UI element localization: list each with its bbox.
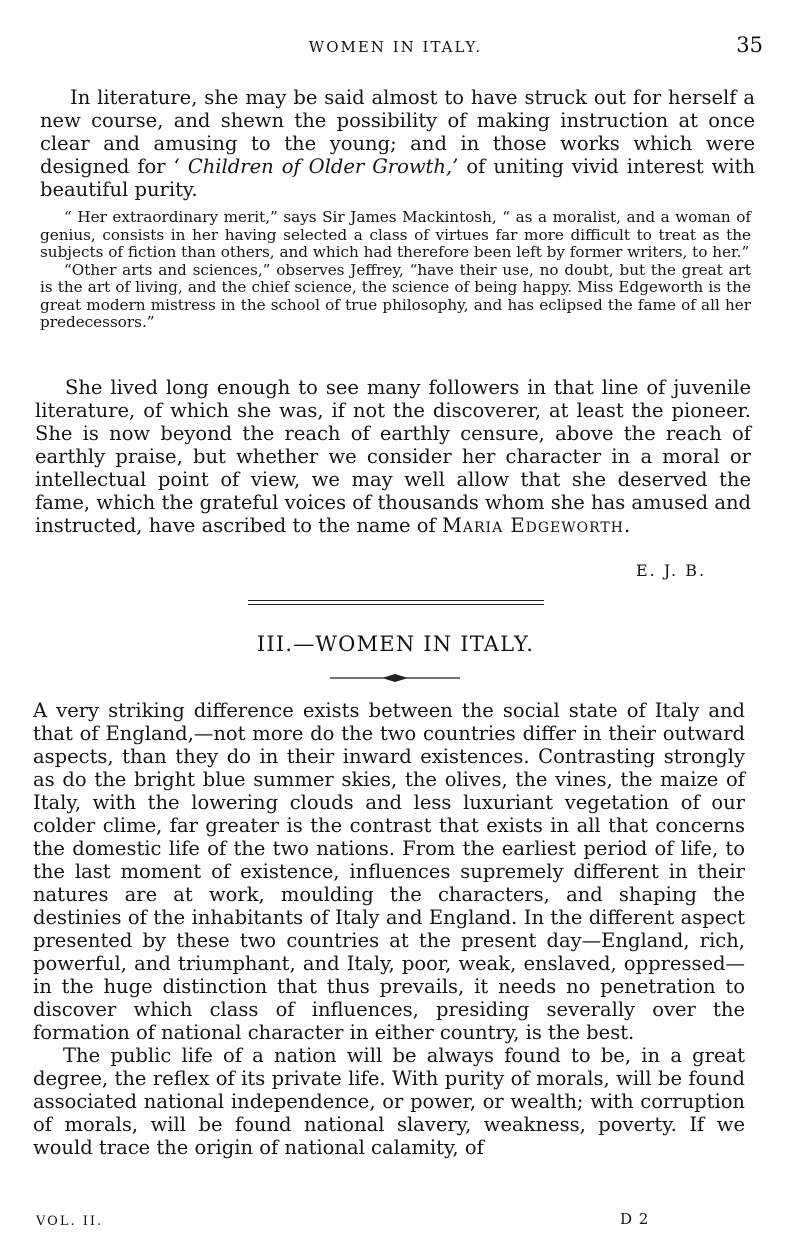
section-heading: III.—WOMEN IN ITALY. xyxy=(256,632,535,656)
paragraph-text: A very striking difference exists between the social state of Italy and that of England,—not more do the two countries differ in their outward aspects, than they do in their inward existences. Contrasting strongly as do the bright blue summer skies, the olives, the vines, the maize of Italy, with the lowering clouds and less luxuriant vegetation of our colder clime, far greater is the contrast that exists in all that concerns the domestic life of the two nations. From the earliest period of life, to the last moment of existence, influences supremely different in their natures are at work, moulding the characters, and shaping the destinies of the inhabitants of Italy and England. In the different aspect presented by these two countries at the present day—England, rich, powerful, and triumphant, and Italy, poor, weak, enslaved, oppressed—in the huge distinction that thus prevails, it needs no penetration to discover which class of influences, presiding severally over the formation of national character in either country, is the best. xyxy=(33,699,745,1044)
italic-title: ‘ Children of Older Growth,’ xyxy=(173,155,459,178)
paragraph-followers xyxy=(35,376,751,537)
paragraph-contrast xyxy=(33,699,745,1159)
author-signature: E. J. B. xyxy=(636,561,707,580)
author-name: Maria Edgeworth. xyxy=(441,514,632,537)
paragraph-text: In literature, she may be said almost to have struck out for herself a new course, and shewn the possibility of making instruction at once clear and amusing to the young; and in those works which were designed for xyxy=(40,86,755,178)
quote-mackintosh: “ Her extraordinary merit,” says Sir James Mackintosh, “ as a moralist, and a woman of genius, consists in her having selected a class of virtues far more difficult to treat as the subjects of fiction than others, and which had therefore been left by former writers, to her.” xyxy=(40,208,751,261)
paragraph-literature xyxy=(40,86,755,201)
signature-mark: D 2 xyxy=(620,1210,650,1228)
running-title: WOMEN IN ITALY. xyxy=(308,38,483,56)
paragraph-text: of uniting vivid interest with beautiful purity. xyxy=(40,155,755,201)
divider-rule xyxy=(248,604,544,605)
page-number: 35 xyxy=(736,33,763,57)
paragraph-text: The public life of a nation will be always found to be, in a great degree, the reflex of its private life. With purity of morals, will be found associated national independence, or power, or wealth; with corruption of morals, will be found national slavery, weakness, poverty. If we would trace the origin of national calamity, of xyxy=(33,1044,745,1159)
paragraph-text: She lived long enough to see many followers in that line of juvenile literature, of which she was, if not the discoverer, at least the pioneer. She is now beyond the reach of earthly censure, above the reach of earthly praise, but whether we consider her character in a moral or intellectual point of view, we may well allow that she deserved the fame, which the grateful voices of thousands whom she has amused and instructed, have ascribed to the name of xyxy=(35,376,751,537)
volume-mark: VOL. II. xyxy=(36,1214,104,1229)
quotation-block xyxy=(40,209,751,332)
quote-jeffrey: “Other arts and sciences,” observes Jeffrey, “have their use, no doubt, but the great art is the art of living, and the chief science, the science of being happy. Miss Edgeworth is the great modern mistress in the school of true philosophy, and has eclipsed the fame of all her predecessors.” xyxy=(40,260,751,331)
divider-rule xyxy=(248,600,544,601)
ornament-divider-icon xyxy=(330,673,460,683)
